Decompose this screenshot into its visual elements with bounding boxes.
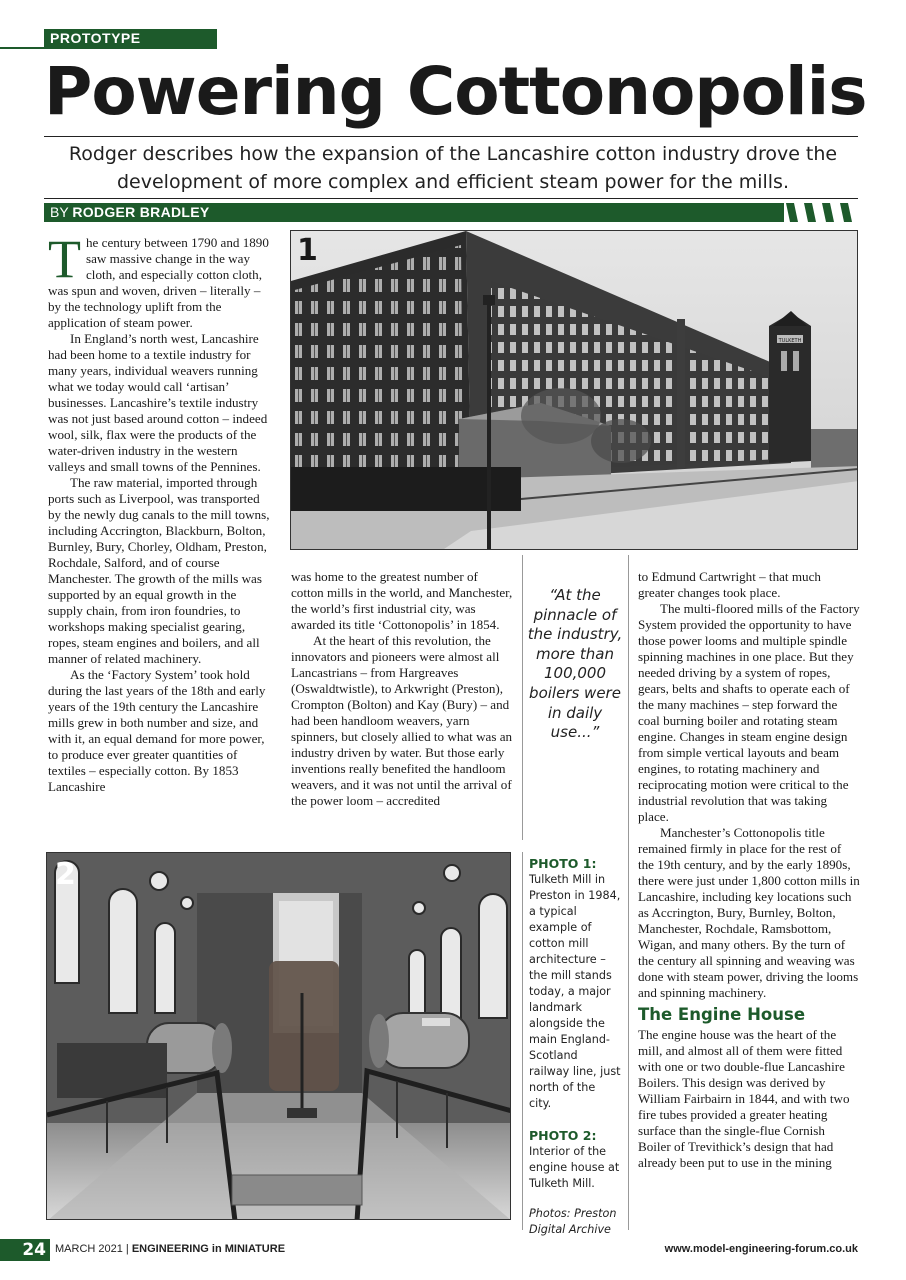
byline-author: RODGER BRADLEY (72, 204, 210, 220)
photo-1-caption-heading: PHOTO 1: (529, 856, 597, 871)
page-title: Powering Cottonopolis (44, 53, 867, 130)
byline-prefix: BY (50, 204, 69, 220)
standfirst-bottom-rule (44, 198, 858, 199)
intro-paragraph: The century between 1790 and 1890 saw massive change in the way cloth, and especially cotton cloth, was spun and woven, driven – literally – by the technology uplift from the application of steam power. (48, 229, 269, 330)
photo-1-caption: Tulketh Mill in Preston in 1984, a typical example of cotton mill architecture – the mill stands today, a major landmark alongside the main England-Scotland railway line, just north of the city. (529, 873, 621, 1110)
tower-sign: TULKETH (778, 338, 802, 344)
photo-1-tulketh-mill (290, 230, 858, 550)
body-paragraph: The multi-floored mills of the Factory System provided the opportunity to have those power looms and multiple spindle spinning machines in one place. But they needed driving by a system of ropes, gears, belts and shafts to operate each of the many machines – step forward the coal burning boiler and rotating steam engine. Changes in steam engine design from simple vertical layouts and beam engines, to rotating machinery and reciprocating motion were critical to the industrial revolution that was taking place. (638, 601, 860, 824)
body-paragraph: Manchester’s Cottonopolis title remained firmly in place for the rest of the 19th century, and by the early 1890s, there were just under 1,800 cotton mills in Lancashire, including key locations such as Accrington, Bury, Burnley, Bolton, Manchester, Rochdale, Ramsbottom, Wigan, and many others. By the turn of the century all spinning and weaving was done with steam power, driving the looms and spinning machinery. (638, 825, 860, 1000)
mill-exterior-illustration (291, 231, 858, 550)
photo-2-caption-heading: PHOTO 2: (529, 1128, 597, 1143)
subheading-engine-house: The Engine House (638, 1005, 806, 1024)
body-paragraph: to Edmund Cartwright – that much greater changes took place. (638, 569, 821, 600)
body-paragraph: In England’s north west, Lancashire had been home to a textile industry for many years, individual weavers running what we today would call ‘artisan’ businesses. Lancashire’s textile industry was not just based around cotton – indeed wool, silk, flax were the products of the water-driven industry in the western valleys and small towns of the Pennines. (48, 331, 268, 474)
pull-quote: “At the pinnacle of the industry, more than 100,000 boilers were in daily use...” (527, 586, 623, 742)
column-divider-rule (628, 555, 629, 1230)
body-paragraph: At the heart of this revolution, the innovators and pioneers were almost all Lancastrians – from Hargreaves (Oswaldtwistle), to Arkwright (Preston), Crompton (Bolton) and Kay (Bury) – and had been handloom weavers, yarn spinners, but closely allied to what was an industry driven by water. But those early inventions really benefited the handloom weavers, and it was not until the arrival of the power loom – accredited (291, 633, 513, 808)
body-column-2 (291, 569, 513, 809)
footer-issue (55, 1243, 285, 1255)
footer-website[interactable]: www.model-engineering-forum.co.uk (664, 1243, 858, 1255)
photo-2-engine-house (46, 852, 511, 1220)
photo-captions (529, 856, 621, 1238)
footer-magazine-name: ENGINEERING in MINIATURE (131, 1243, 286, 1255)
byline (44, 203, 784, 222)
byline-stripes-decoration (784, 203, 860, 222)
section-tag: PROTOTYPE (44, 29, 217, 47)
page-number: 24 (0, 1239, 50, 1261)
photo-1-number: 1 (297, 233, 318, 268)
body-paragraph: The engine house was the heart of the mill, and almost all of them were fitted with one or two double-flue Lancashire Boilers. This design was derived by William Fairbairn in 1844, and with two fire tubes provided a greater heating surface than the single-flue Cornish Boiler of Trevithick’s design that had already been put to use in the mining (638, 1027, 850, 1170)
body-paragraph: As the ‘Factory System’ took hold during the last years of the 18th and early years of the 19th century the Lancashire mills grew in both number and size, and with it, an equal demand for more power, to produce ever greater quantities of textiles – especially cotton. By 1853 Lancashire (48, 667, 266, 794)
body-column-4 (638, 569, 860, 1171)
body-column-1 (48, 229, 270, 795)
caption-left-rule (522, 852, 523, 1230)
body-paragraph: The raw material, imported through ports such as Liverpool, was transported by the newly dug canals to the mill towns, including Accrington, Blackburn, Bolton, Burnley, Bury, Chorley, Oldham, Preston, Rochdale, Salford, and of course Manchester. The growth of the mills was supported by an equal growth in the supply chain, from iron foundries, to workshops making specialist gearing, ropes, steam engines and boilers, and all manner of related machinery. (48, 475, 270, 666)
pull-quote-left-rule (522, 555, 523, 840)
photo-2-number: 2 (55, 857, 76, 892)
standfirst-top-rule (44, 136, 858, 137)
standfirst: Rodger describes how the expansion of the Lancashire cotton industry drove the development of more complex and efficient steam power for the mills. (68, 143, 838, 193)
photo-credit: Photos: Preston Digital Archive (529, 1207, 617, 1236)
drop-cap: T (48, 229, 81, 289)
section-tag-rule (0, 47, 217, 49)
engine-house-illustration (47, 853, 511, 1220)
footer-issue-date: MARCH 2021 | (55, 1243, 129, 1255)
photo-2-caption: Interior of the engine house at Tulketh Mill. (529, 1145, 620, 1190)
body-paragraph: was home to the greatest number of cotton mills in the world, and Manchester, the world’s first industrial city, was awarded its title ‘Cottonopolis’ in 1854. (291, 569, 513, 632)
